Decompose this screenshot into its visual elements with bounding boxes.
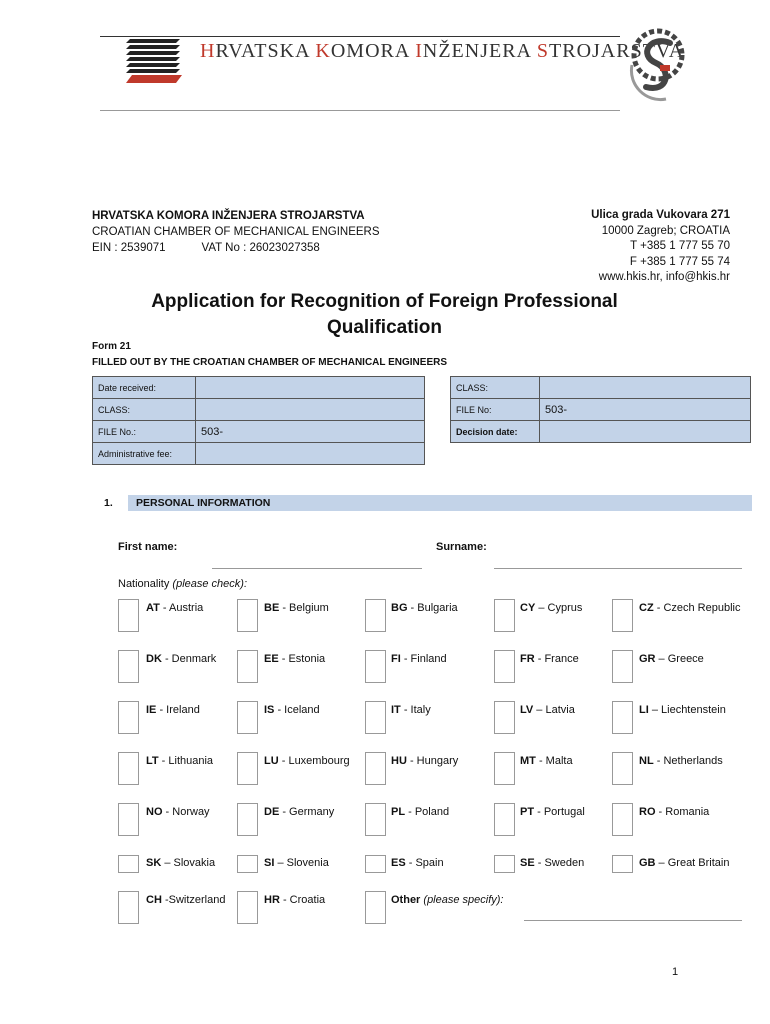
class-field[interactable] <box>196 399 425 421</box>
country-name: - Luxembourg <box>278 755 350 767</box>
nationality-checkbox-no[interactable] <box>118 803 139 836</box>
nationality-label-si <box>264 857 329 869</box>
logo-letter: S <box>536 40 550 62</box>
nationality-label-cy <box>520 602 582 614</box>
fax: F +385 1 777 55 74 <box>629 255 730 268</box>
nationality-checkbox-dk[interactable] <box>118 650 139 683</box>
chamber-logo-icon <box>122 37 184 85</box>
nationality-checkbox-it[interactable] <box>365 701 386 734</box>
country-code: IE <box>146 704 157 716</box>
admin-fee-label: Administrative fee: <box>93 443 196 465</box>
nationality-checkbox-se[interactable] <box>494 855 515 873</box>
country-name: – Slovenia <box>274 857 329 869</box>
nationality-checkbox-ee[interactable] <box>237 650 258 683</box>
class-label: CLASS: <box>93 399 196 421</box>
web-email[interactable]: www.hkis.hr, info@hkis.hr <box>598 271 730 283</box>
nationality-label-fi <box>391 653 447 665</box>
nationality-label-lt <box>146 755 213 767</box>
nationality-checkbox-fi[interactable] <box>365 650 386 683</box>
gear-emblem-icon <box>620 25 695 110</box>
country-name: - Finland <box>400 653 447 665</box>
nationality-checkbox-li[interactable] <box>612 701 633 734</box>
country-code: LI <box>639 704 649 716</box>
country-code: CY <box>520 602 536 614</box>
file-no-field[interactable]: 503- <box>540 399 751 421</box>
country-name: - Spain <box>405 857 444 869</box>
nationality-checkbox-si[interactable] <box>237 855 258 873</box>
country-code: NL <box>639 755 654 767</box>
date-received-field[interactable] <box>196 377 425 399</box>
table-row <box>451 377 751 399</box>
form-number: Form 21 <box>92 341 131 352</box>
nationality-checkbox-be[interactable] <box>237 599 258 632</box>
country-name: - Sweden <box>534 857 585 869</box>
country-name: – Latvia <box>533 704 575 716</box>
class-field[interactable] <box>540 377 751 399</box>
nationality-hint: (please check): <box>172 578 248 590</box>
table-row <box>451 399 751 421</box>
country-name: - Austria <box>159 602 204 614</box>
country-code: SI <box>264 857 275 869</box>
ein: EIN : 2539071 <box>92 242 166 254</box>
country-name: - Italy <box>400 704 431 716</box>
office-use-table-right <box>450 376 751 443</box>
table-row <box>93 377 425 399</box>
country-name: - Norway <box>162 806 210 818</box>
nationality-label <box>118 578 247 590</box>
nationality-checkbox-de[interactable] <box>237 803 258 836</box>
nationality-checkbox-lt[interactable] <box>118 752 139 785</box>
country-code: NO <box>146 806 163 818</box>
nationality-label-it <box>391 704 431 716</box>
header-right <box>591 208 730 286</box>
decision-date-label: Decision date: <box>451 421 540 443</box>
country-code: HR <box>264 894 280 906</box>
country-name: – Great Britain <box>655 857 730 869</box>
country-name: - Portugal <box>534 806 585 818</box>
nationality-checkbox-ie[interactable] <box>118 701 139 734</box>
country-code: Other <box>391 894 421 906</box>
file-no-field[interactable]: 503- <box>196 421 425 443</box>
country-code: IS <box>264 704 275 716</box>
country-name: - France <box>534 653 579 665</box>
country-name: - Belgium <box>279 602 329 614</box>
nationality-label-es <box>391 857 444 869</box>
nationality-label-at <box>146 602 203 614</box>
nationality-checkbox-ch[interactable] <box>118 891 139 924</box>
phone: T +385 1 777 55 70 <box>630 240 730 252</box>
date-received-label: Date received: <box>93 377 196 399</box>
nationality-label-mt <box>520 755 573 767</box>
nationality-label-other <box>391 894 504 906</box>
logo-bottom-rule <box>100 110 620 111</box>
nationality-checkbox-other[interactable] <box>365 891 386 924</box>
ein-vat-row <box>92 240 380 256</box>
country-code: EE <box>264 653 279 665</box>
country-name: - Czech Republic <box>653 602 741 614</box>
nationality-label-gr <box>639 653 704 665</box>
nationality-label-hu <box>391 755 458 767</box>
country-code: CH <box>146 894 162 906</box>
country-name: - Bulgaria <box>407 602 458 614</box>
table-row <box>93 421 425 443</box>
nationality-checkbox-at[interactable] <box>118 599 139 632</box>
country-name: - Lithuania <box>158 755 214 767</box>
nationality-label-nl <box>639 755 723 767</box>
nationality-checkbox-is[interactable] <box>237 701 258 734</box>
country-name: - Romania <box>655 806 710 818</box>
nationality-label-bg <box>391 602 458 614</box>
table-row <box>93 443 425 465</box>
first-name-label: First name: <box>118 541 178 553</box>
document-title: Application for Recognition of Foreign Professional Qualification <box>151 291 618 338</box>
nationality-checkbox-lv[interactable] <box>494 701 515 734</box>
country-code: LV <box>520 704 534 716</box>
country-code: GR <box>639 653 656 665</box>
nationality-label-lv <box>520 704 575 716</box>
office-use-table-left <box>92 376 425 465</box>
nationality-checkbox-cy[interactable] <box>494 599 515 632</box>
country-name: - Hungary <box>406 755 459 767</box>
nationality-label-li <box>639 704 726 716</box>
country-code: BE <box>264 602 280 614</box>
country-code: IT <box>391 704 401 716</box>
country-name: – Cyprus <box>535 602 583 614</box>
nationality-checkbox-bg[interactable] <box>365 599 386 632</box>
file-no-label: FILE No.: <box>93 421 196 443</box>
address-street: Ulica grada Vukovara 271 <box>591 209 730 221</box>
logo-word: OMORA <box>330 40 416 62</box>
nationality-checkbox-ro[interactable] <box>612 803 633 836</box>
nationality-label-fr <box>520 653 579 665</box>
nationality-label-pt <box>520 806 585 818</box>
nationality-checkbox-fr[interactable] <box>494 650 515 683</box>
section-title: PERSONAL INFORMATION <box>136 497 271 509</box>
country-name: - Iceland <box>274 704 320 716</box>
country-name: – Greece <box>655 653 704 665</box>
nationality-label-is <box>264 704 320 716</box>
country-code: AT <box>146 602 160 614</box>
nationality-checkbox-gr[interactable] <box>612 650 633 683</box>
nationality-label-cz <box>639 602 741 614</box>
admin-fee-field[interactable] <box>196 443 425 465</box>
vat: VAT No : 26023027358 <box>201 242 320 254</box>
address-city: 10000 Zagreb; CROATIA <box>601 224 730 237</box>
table-row <box>93 399 425 421</box>
class-label: CLASS: <box>451 377 540 399</box>
country-code: BG <box>391 602 408 614</box>
nationality-label-gb <box>639 857 729 869</box>
nationality-checkbox-nl[interactable] <box>612 752 633 785</box>
country-code: RO <box>639 806 656 818</box>
logo-word: NŽENJERA <box>422 40 537 62</box>
surname-input-line[interactable] <box>494 568 742 569</box>
section-number: 1. <box>104 497 113 509</box>
nationality-label-lu <box>264 755 350 767</box>
country-name: - Ireland <box>156 704 200 716</box>
country-code: PL <box>391 806 406 818</box>
country-code: SE <box>520 857 535 869</box>
nationality-label-ch <box>146 894 225 906</box>
nationality-label-dk <box>146 653 216 665</box>
first-name-input-line[interactable] <box>212 568 422 569</box>
country-code: ES <box>391 857 406 869</box>
country-code: LT <box>146 755 159 767</box>
surname-label: Surname: <box>436 541 487 553</box>
nationality-checkbox-es[interactable] <box>365 855 386 873</box>
nationality-checkbox-lu[interactable] <box>237 752 258 785</box>
country-name: - Estonia <box>278 653 326 665</box>
country-code: DK <box>146 653 162 665</box>
logo-letter: K <box>315 40 331 62</box>
logo-word: TROJARSTVA <box>549 40 685 62</box>
logo-word: RVATSKA <box>215 40 316 62</box>
country-code: FR <box>520 653 535 665</box>
decision-date-field[interactable] <box>540 421 751 443</box>
logo-title <box>200 40 684 63</box>
nationality-label-no <box>146 806 210 818</box>
country-name: - Malta <box>535 755 573 767</box>
country-code: DE <box>264 806 280 818</box>
org-name: HRVATSKA KOMORA INŽENJERA STROJARSTVA <box>92 210 365 222</box>
header-left <box>92 208 380 256</box>
country-name: - Croatia <box>279 894 326 906</box>
nationality-label-de <box>264 806 334 818</box>
nationality-checkbox-pt[interactable] <box>494 803 515 836</box>
file-no-label: FILE No: <box>451 399 540 421</box>
nationality-checkbox-hr[interactable] <box>237 891 258 924</box>
nationality-text: Nationality <box>118 578 170 590</box>
country-code: LU <box>264 755 279 767</box>
page-number: 1 <box>672 966 679 978</box>
country-name: - Denmark <box>161 653 217 665</box>
other-specify-line[interactable] <box>524 920 742 921</box>
nationality-label-ie <box>146 704 200 716</box>
nationality-checkbox-mt[interactable] <box>494 752 515 785</box>
country-name: - Germany <box>279 806 335 818</box>
country-code: HU <box>391 755 407 767</box>
country-name: - Netherlands <box>653 755 723 767</box>
nationality-label-pl <box>391 806 449 818</box>
country-name: – Slovakia <box>161 857 216 869</box>
logo-letter: I <box>415 40 423 62</box>
table-row <box>451 421 751 443</box>
nationality-label-ro <box>639 806 709 818</box>
nationality-label-hr <box>264 894 325 906</box>
nationality-checkbox-pl[interactable] <box>365 803 386 836</box>
country-code: MT <box>520 755 536 767</box>
nationality-label-be <box>264 602 329 614</box>
country-code: FI <box>391 653 401 665</box>
nationality-checkbox-sk[interactable] <box>118 855 139 873</box>
nationality-checkbox-hu[interactable] <box>365 752 386 785</box>
nationality-label-sk <box>146 857 215 869</box>
nationality-checkbox-cz[interactable] <box>612 599 633 632</box>
country-code: PT <box>520 806 535 818</box>
country-name: (please specify): <box>420 894 504 906</box>
country-name: - Poland <box>405 806 450 818</box>
country-name: – Liechtenstein <box>648 704 726 716</box>
nationality-label-se <box>520 857 584 869</box>
org-name-en: CROATIAN CHAMBER OF MECHANICAL ENGINEERS <box>92 226 380 238</box>
country-code: GB <box>639 857 656 869</box>
country-code: CZ <box>639 602 654 614</box>
nationality-checkbox-gb[interactable] <box>612 855 633 873</box>
logo-letter: H <box>200 40 216 62</box>
nationality-label-ee <box>264 653 325 665</box>
country-code: SK <box>146 857 162 869</box>
country-name: -Switzerland <box>161 894 226 906</box>
office-use-note: FILLED OUT BY THE CROATIAN CHAMBER OF MECHANICAL ENGINEERS <box>92 357 448 368</box>
